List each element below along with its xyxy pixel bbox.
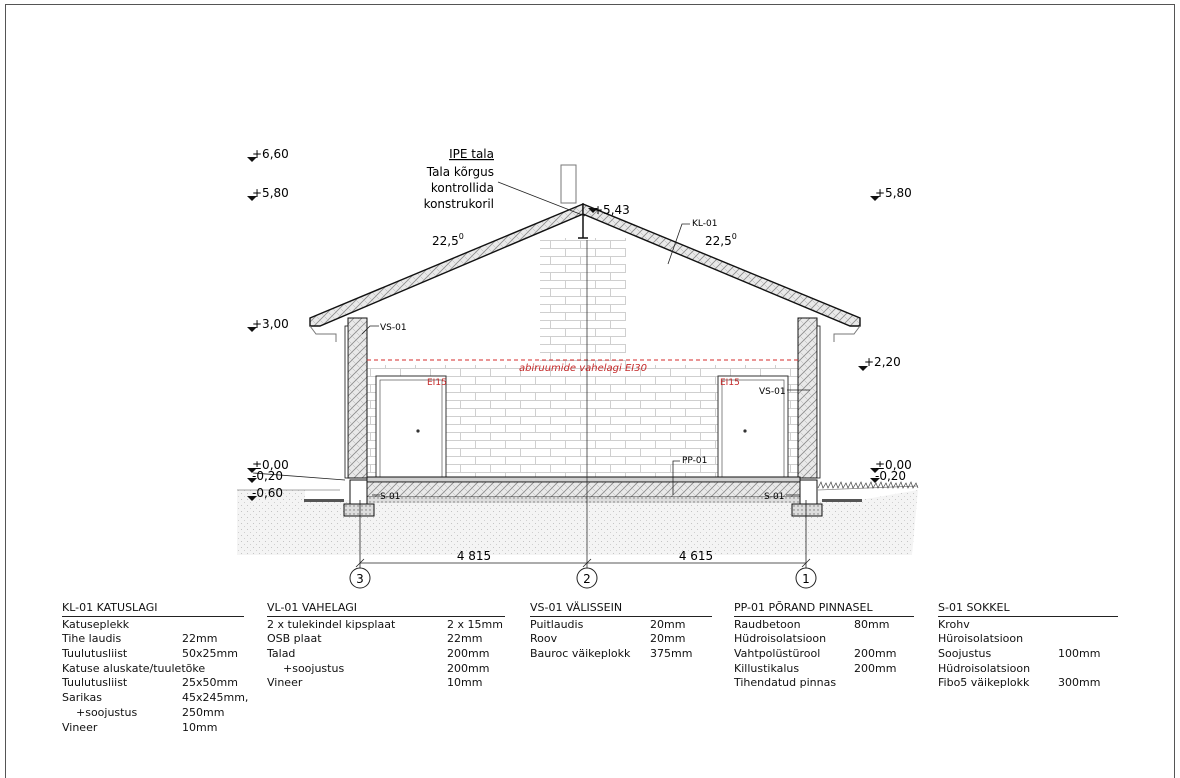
legend-value: 45x245mm,	[182, 691, 249, 705]
legend-value: 100mm	[1058, 647, 1101, 661]
legend-vl01	[267, 601, 505, 691]
legend-value: 200mm	[447, 647, 490, 661]
label-vs01-left: VS-01	[380, 323, 407, 333]
elevation-left-020: -0,20	[252, 469, 284, 483]
ridge-elevation: +5,43	[593, 203, 630, 217]
wall-left	[348, 318, 367, 478]
legend-kl01	[62, 601, 249, 735]
beam-note-title: IPE tala	[449, 147, 494, 161]
legend-value: 22mm	[182, 632, 218, 646]
legend-item: Vahtpolüstürool	[734, 647, 821, 661]
legend-value: 200mm	[854, 647, 897, 661]
elevation-right-000: ±0,00	[875, 458, 912, 472]
legend-value: 375mm	[650, 647, 693, 661]
roof-angle-right: 22,5$^0$	[705, 232, 737, 248]
legend-item: Katuse aluskate/tuuletõke	[62, 661, 206, 675]
legend-value: 22mm	[447, 632, 483, 646]
legend-item: +soojustus	[283, 661, 345, 675]
elevation-right-220: +2,20	[864, 355, 901, 369]
label-s01-left: S-01	[380, 492, 401, 502]
legend-item: Tuulutusliist	[62, 647, 128, 661]
label-s01-right: S-01	[764, 492, 785, 502]
door-left	[376, 376, 446, 477]
legend-item: +soojustus	[76, 705, 138, 719]
legend-value: 300mm	[1058, 676, 1101, 690]
label-kl01: KL-01	[692, 219, 718, 229]
legend-title: PP-01 PÕRAND PINNASEL	[734, 601, 914, 617]
legend-item: Roov	[530, 632, 558, 646]
legend-vs01	[530, 601, 712, 662]
elevation-left-300: +3,00	[252, 317, 289, 331]
legend-item: Vineer	[62, 720, 98, 734]
legend-item: Hüdroisolatsioon	[938, 661, 1031, 675]
foundation-right	[800, 480, 817, 504]
label-pp01: PP-01	[682, 456, 708, 466]
legend-value: 10mm	[182, 720, 218, 734]
legend-title: VL-01 VAHELAGI	[267, 601, 505, 617]
elevation-left-060: -0,60	[252, 486, 284, 500]
legend-pp01	[734, 601, 914, 691]
elevation-right-580: +5,80	[875, 186, 912, 200]
legend-s01	[938, 601, 1118, 691]
legend-item: Talad	[267, 647, 296, 661]
legend-title: KL-01 KATUSLAGI	[62, 601, 244, 617]
legend-item: Soojustus	[938, 647, 992, 661]
axis-label-1: 1	[802, 572, 810, 586]
floor-slab	[367, 477, 800, 482]
legend-value: 250mm	[182, 705, 225, 719]
beam-note-line-2: kontrollida	[430, 181, 494, 195]
legend-item: Killustikalus	[734, 661, 800, 675]
legend-item: Hüdroisolatsioon	[734, 632, 827, 646]
elevation-right-020: -0,20	[875, 469, 907, 483]
elevation-markers-right	[858, 196, 880, 483]
legend-value: 80mm	[854, 617, 890, 631]
legend-value: 2 x 15mm	[447, 617, 503, 631]
legend-value: 20mm	[650, 632, 686, 646]
wall-right	[798, 318, 817, 478]
foundation-left	[350, 480, 367, 504]
beam-note-line-3: konstrukoril	[423, 197, 494, 211]
roof-angle-left: 22,5$^0$	[432, 232, 464, 248]
legend-item: Fibo5 väikeplokk	[938, 676, 1030, 690]
legend-item: 2 x tulekindel kipsplaat	[267, 617, 396, 631]
legend-value: 50x25mm	[182, 647, 238, 661]
legend-item: Sarikas	[62, 691, 102, 705]
beam-note-line-1: Tala kõrgus	[426, 165, 494, 179]
legend-item: Raudbetoon	[734, 617, 801, 631]
dimension-right: 4 615	[678, 549, 714, 563]
legend-item: Katuseplekk	[62, 617, 130, 631]
legend-value: 200mm	[854, 661, 897, 675]
axis-label-2: 2	[583, 572, 591, 586]
label-ceiling: abiruumide vahelagi EI30	[519, 363, 647, 374]
legend-title: VS-01 VÄLISSEIN	[530, 601, 712, 617]
legend-item: Tihe laudis	[62, 632, 122, 646]
dimension-left: 4 815	[456, 549, 492, 563]
legend-item: OSB plaat	[267, 632, 322, 646]
legend-item: Hüroisolatsioon	[938, 632, 1024, 646]
elevation-left-660: +6,60	[252, 147, 289, 161]
legend-value: 20mm	[650, 617, 686, 631]
legend-item: Vineer	[267, 676, 303, 690]
legend-title: S-01 SOKKEL	[938, 601, 1118, 617]
elevation-left-000: ±0,00	[252, 458, 289, 472]
legend-item: Tuulutusliist	[62, 676, 128, 690]
label-door-left: EI15	[427, 378, 447, 388]
legend-value: 10mm	[447, 676, 483, 690]
legend-value: 200mm	[447, 661, 490, 675]
legend-item: Puitlaudis	[530, 617, 584, 631]
elevation-left-580: +5,80	[252, 186, 289, 200]
gable-block-wall	[540, 238, 626, 365]
chimney	[561, 165, 576, 203]
legend-value: 25x50mm	[182, 676, 238, 690]
legend-item: Krohv	[938, 617, 970, 631]
axis-label-3: 3	[356, 572, 364, 586]
label-vs01-right: VS-01	[759, 387, 786, 397]
label-door-right: EI15	[720, 378, 740, 388]
legend-item: Tihendatud pinnas	[734, 676, 837, 690]
legend-item: Bauroc väikeplokk	[530, 647, 631, 661]
